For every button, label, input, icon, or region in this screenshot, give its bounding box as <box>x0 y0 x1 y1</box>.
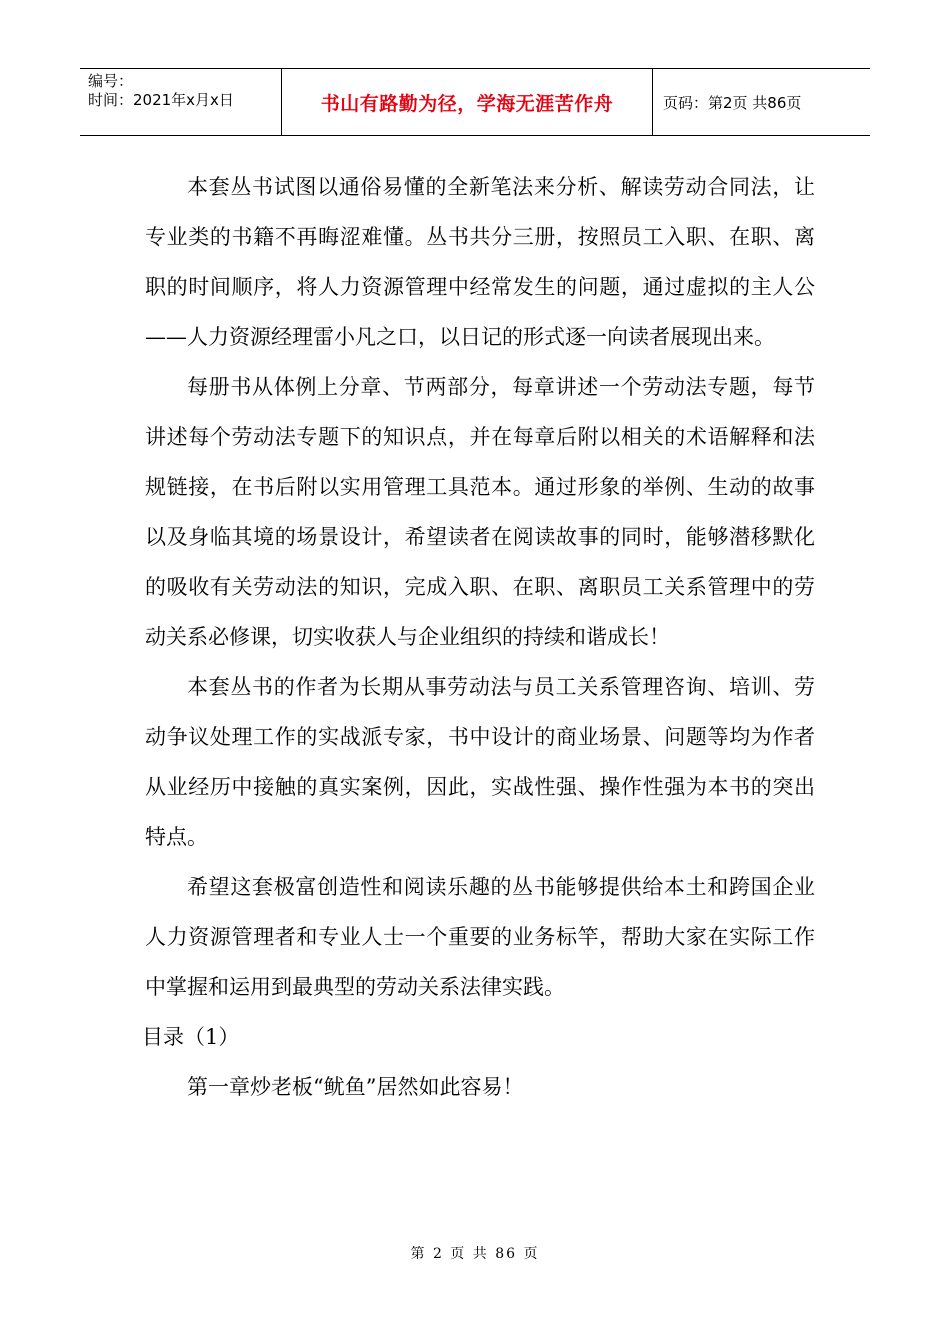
header-meta-cell <box>80 69 282 135</box>
body-paragraph: 本套丛书试图以通俗易懂的全新笔法来分析、解读劳动合同法，让专业类的书籍不再晦涩难懂。丛书共分三册，按照员工入职、在职、离职的时间顺序，将人力资源管理中经常发生的问题，通过虚拟的主人公——人力资源经理雷小凡之口，以日记的形式逐一向读者展现出来。 <box>145 175 815 349</box>
header-slogan: 书山有路勤为径，学海无涯苦作舟 <box>282 69 653 135</box>
body-paragraph: 希望这套极富创造性和阅读乐趣的丛书能够提供给本土和跨国企业人力资源管理者和专业人士一个重要的业务标竿，帮助大家在实际工作中掌握和运用到最典型的劳动关系法律实践。 <box>145 875 815 999</box>
body-paragraph: 本套丛书的作者为长期从事劳动法与员工关系管理咨询、培训、劳动争议处理工作的实战派专家，书中设计的商业场景、问题等均为作者从业经历中接触的真实案例，因此，实战性强、操作性强为本书的突出特点。 <box>145 675 815 849</box>
body-paragraph: 每册书从体例上分章、节两部分，每章讲述一个劳动法专题，每节讲述每个劳动法专题下的知识点，并在每章后附以相关的术语解释和法规链接，在书后附以实用管理工具范本。通过形象的举例、生动的故事以及身临其境的场景设计，希望读者在阅读故事的同时，能够潜移默化的吸收有关劳动法的知识，完成入职、在职、离职员工关系管理中的劳动关系必修课，切实收获人与企业组织的持续和谐成长！ <box>145 375 815 649</box>
document-date-label: 时间：2021年x月x日 <box>88 91 234 109</box>
document-number-label: 编号： <box>88 72 134 90</box>
toc-title: 目录（1） <box>142 1025 240 1049</box>
toc-chapter-1: 第一章炒老板“鱿鱼”居然如此容易！ <box>187 1075 524 1099</box>
page-footer: 第 2 页 共 86 页 <box>410 1246 540 1262</box>
header-page-label: 页码：第2页 共86页 <box>663 93 802 112</box>
document-body <box>142 162 815 1112</box>
header-table <box>80 68 870 136</box>
